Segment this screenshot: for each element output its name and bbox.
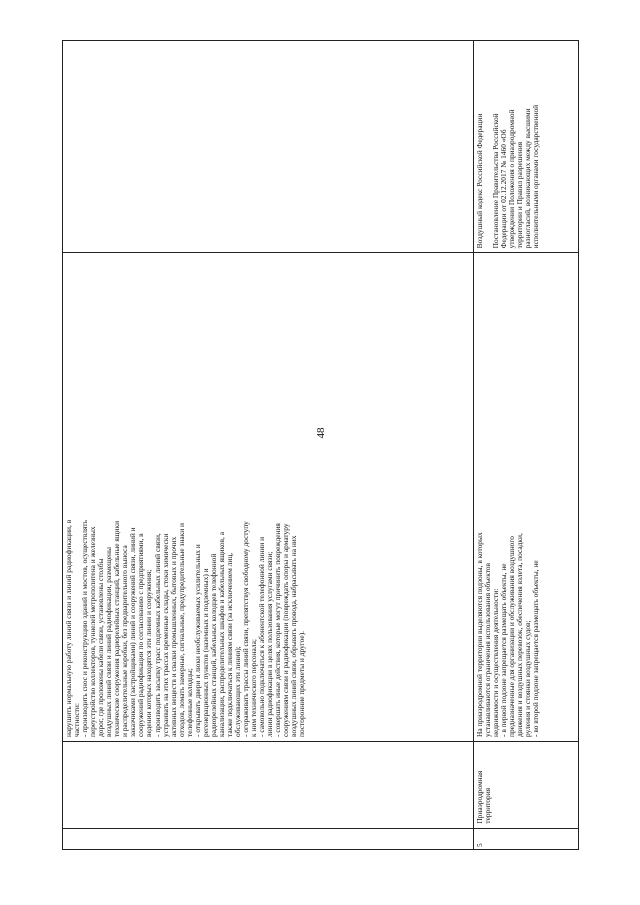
cell-restrictions-description [63, 253, 474, 742]
text-line: недвижимости и осуществления деятельности: [491, 588, 501, 737]
text-line: исполнительными органами государственной [531, 104, 541, 249]
text-line: - в первой подзоне запрещается размещать объекты, не [499, 563, 509, 737]
text-line: канализации, распределительных шкафов и кабельных ящиков, а [216, 531, 226, 737]
table-row-airfield-territory [474, 41, 579, 850]
cell-zone-name [63, 741, 474, 828]
text-line: сооружениям связи и радиофикации (повреждать опоры и арматуру [281, 523, 291, 737]
text-line: регенерационных пунктов (наземных и подземных) и [200, 568, 210, 737]
text-line: и распределительные коробки, без предварительного выноса [120, 545, 130, 737]
text-line: - во второй подзоне запрещается размещать объекты, не [531, 560, 541, 737]
page-number: 48 [315, 427, 327, 439]
text-line: - самовольно подключаться к абонентской телефонной линии и [257, 536, 267, 737]
text-line: посторонние предметы и другое). [297, 630, 307, 737]
text-line: предназначенные для организации и обслуживания воздушного [507, 536, 517, 737]
text-line: отходов, ломать замерные, сигнальные, предупредительные знаки и [176, 522, 186, 737]
basis-lines [476, 45, 540, 248]
text-line: ведении которых находятся эти линии и сооружения; [144, 569, 154, 737]
text-line: Воздушный кодекс Российской Федерации [475, 113, 484, 249]
cell-legal-basis [474, 41, 579, 253]
text-line: устанавливаются ограничения использования объектов [483, 562, 493, 737]
text-line: - совершать иные действия, которые могут причинить повреждения [273, 523, 283, 737]
text-line: - открывать двери и люки необслуживаемых усилительных и [192, 544, 202, 737]
text-line: - огораживать трассы линий связи, препятствуя свободному доступу [241, 521, 251, 737]
rotated-table-wrapper [62, 40, 578, 850]
text-line: - производить снос и реконструкцию зданий и мостов, осуществлять [80, 520, 90, 737]
text-line: разногласий, возникающих между высшими [523, 108, 533, 249]
text-line: Федерации от 02.12.2017 № 1460 «Об [499, 129, 509, 249]
text-line: утверждении Положения о приаэродромной [507, 109, 517, 249]
text-line: активных веществ и свалки промышленных, бытовых и прочих [168, 536, 178, 737]
text-line: переустройство коллекторов, туннелей метрополитена и железных [88, 526, 98, 737]
cell-restrictions-description [474, 253, 579, 742]
text-line: - производить засыпку трасс подземных кабельных линий связи, [152, 533, 162, 737]
text-line: телефонные колодцы; [184, 668, 194, 737]
text-line: дорог, где проложены кабели связи, установлены столбы [96, 558, 106, 737]
text-line: обслуживающих эти линии); [232, 646, 242, 737]
text-line: территории и Правил разрешения [515, 141, 525, 249]
text-line: Постановление Правительства Российской [491, 113, 501, 249]
cell-row-number [63, 828, 474, 849]
text-line: На приаэродромной территории выделяются подзоны, в которых [475, 532, 484, 737]
text-line: заказчиками (застройщиками) линий и сооружений связи, линий и [128, 527, 138, 737]
table-row-continuation [63, 41, 474, 850]
text-line: радиорелейных станций, кабельных колодцев телефонной [208, 553, 218, 737]
cell-row-number: 5 [474, 828, 579, 849]
text-line: устраивать на этих трассах временные склады, стоки химически [160, 533, 170, 737]
text-line: также подключаться к линиям связи (за исключением лиц, [224, 552, 234, 737]
cell-legal-basis [63, 41, 474, 253]
text-line: движения и воздушных перевозок, обеспечения взлета, посадки, [515, 533, 525, 737]
text-line: частности: [72, 703, 82, 737]
text-line: воздушных линий связи, обрывать провода, набрасывать на них [289, 535, 299, 737]
restrictions-table [62, 40, 579, 850]
text-line: воздушных линий связи и линий радиофикации, размещены [104, 547, 114, 737]
text-line: руления и стоянки воздушных судов; [523, 620, 533, 737]
text-line: линии радиофикации в целях пользования услугами связи; [265, 551, 275, 737]
description-lines [65, 257, 306, 737]
text-line: к ним технического персонала; [249, 639, 259, 737]
cell-zone-name: Приаэродромная территория [474, 741, 579, 828]
text-line: нарушить нормальную работу линий связи и линий радиофикации, в [64, 519, 73, 737]
text-line: сооружений радиофикации по согласованию с предприятиями, в [136, 533, 146, 737]
text-line: технические сооружения радиорелейных станций, кабельные ящики [112, 520, 122, 737]
description-lines [476, 257, 540, 737]
